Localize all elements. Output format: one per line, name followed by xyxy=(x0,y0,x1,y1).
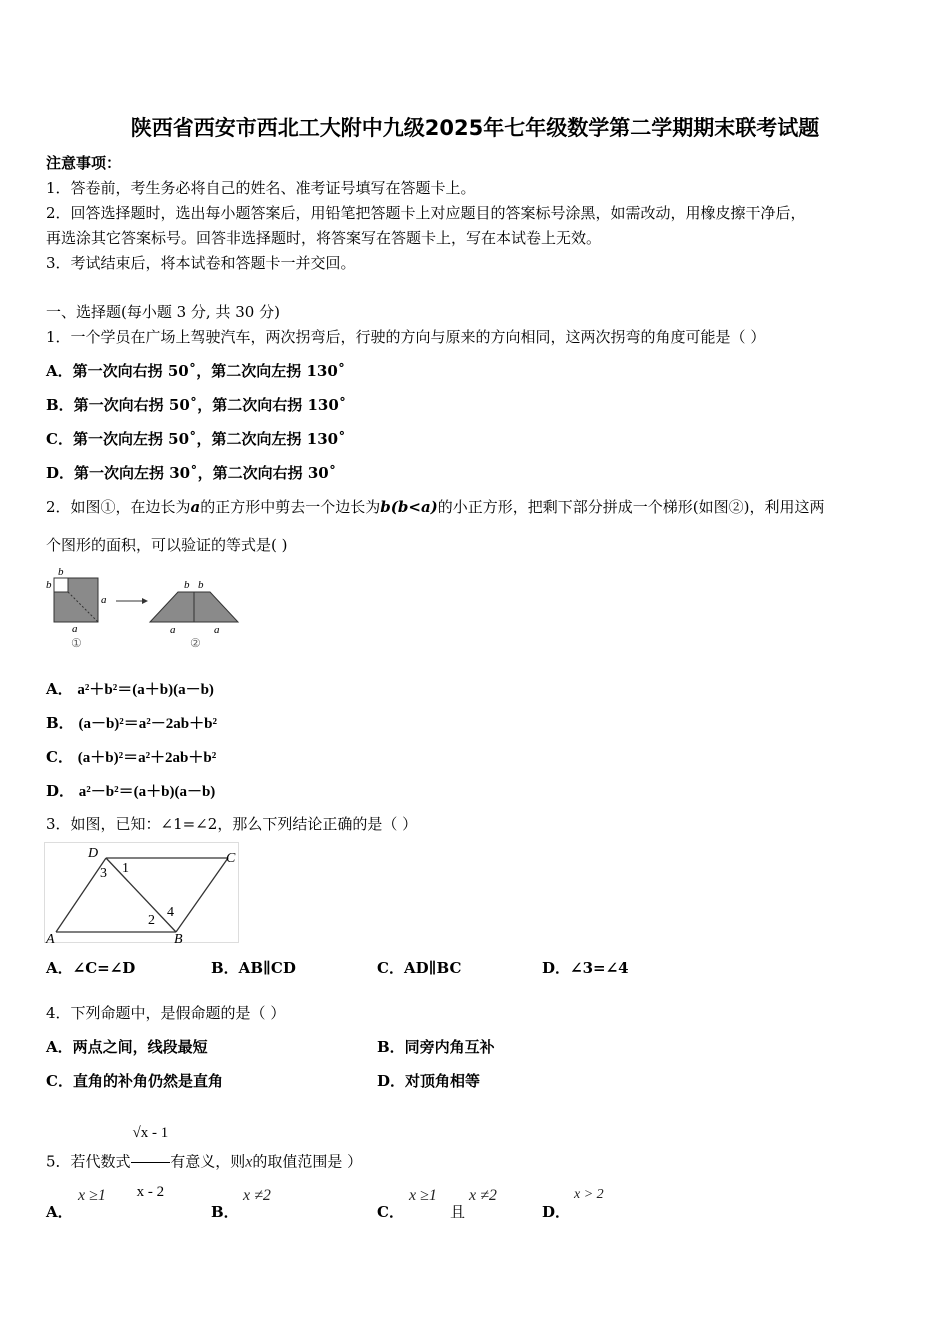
section-heading: 一、选择题(每小题 3 分, 共 30 分) xyxy=(46,303,280,321)
q5-option-c-and: 且 xyxy=(450,1203,466,1221)
fig1-a-bottom: a xyxy=(72,623,78,635)
fig1-b-left: b xyxy=(46,579,52,591)
page-title: 陕西省西安市西北工大附中九级2025年七年级数学第二学期期末联考试题 xyxy=(130,116,820,140)
fig1-a-right: a xyxy=(101,594,107,606)
q4-option-d[interactable]: D．对顶角相等 xyxy=(377,1072,481,1090)
q3-angle-4: 4 xyxy=(167,905,174,920)
notice-heading: 注意事项： xyxy=(46,154,122,172)
q3-angle-3: 3 xyxy=(100,866,107,881)
q4-option-c[interactable]: C．直角的补角仍然是直角 xyxy=(46,1072,223,1090)
q3-label-c: C xyxy=(226,851,236,866)
fig2-b-right: b xyxy=(198,579,204,591)
q3-option-c[interactable]: C．AD∥BC xyxy=(377,959,462,977)
fig2-a-right: a xyxy=(214,624,220,636)
q4-option-a[interactable]: A．两点之间，线段最短 xyxy=(46,1038,208,1056)
q3-label-a: A xyxy=(46,932,55,944)
q5-option-d-label[interactable]: D． xyxy=(542,1203,571,1221)
notice-item-1: 1．答卷前，考生务必将自己的姓名、准考证号填写在答题卡上。 xyxy=(46,179,476,197)
q5-option-b[interactable]: x ≠2 xyxy=(243,1187,271,1204)
q3-angle-1: 1 xyxy=(122,861,129,876)
q2-option-c[interactable]: C． (a＋b)²＝a²＋2ab＋b² xyxy=(46,748,217,766)
q3-option-b[interactable]: B．AB∥CD xyxy=(211,959,296,977)
q5-option-d[interactable]: x > 2 xyxy=(574,1187,604,1202)
q5-option-c-part1[interactable]: x ≥1 xyxy=(409,1187,437,1204)
q3-label-b: B xyxy=(174,932,183,944)
q1-option-b[interactable]: B．第一次向右拐 50˚，第二次向右拐 130˚ xyxy=(46,396,347,414)
q3-option-a[interactable]: A．∠C=∠D xyxy=(46,959,136,977)
q4-option-b[interactable]: B．同旁内角互补 xyxy=(377,1038,495,1056)
q1-option-d[interactable]: D．第一次向左拐 30˚，第二次向右拐 30˚ xyxy=(46,464,337,482)
q3-angle-2: 2 xyxy=(148,913,155,928)
q5-option-a-label[interactable]: A． xyxy=(46,1203,73,1221)
q1-option-c[interactable]: C．第一次向左拐 50˚，第二次向左拐 130˚ xyxy=(46,430,346,448)
fig2-a-left: a xyxy=(170,624,176,636)
q5-stem: 5．若代数式 $\frac{√x - 1}{x - 2}$ 有意义，则x的取值范围是 ） xyxy=(46,1104,362,1221)
q2-figure xyxy=(44,565,244,653)
q1-stem: 1．一个学员在广场上驾驶汽车，两次拐弯后，行驶的方向与原来的方向相同，这两次拐弯的角度可能是（ ） xyxy=(46,328,766,346)
q5-option-b-label[interactable]: B． xyxy=(211,1203,239,1221)
q3-label-d: D xyxy=(88,846,99,861)
fig1-caption: ① xyxy=(71,636,82,650)
fig2-caption: ② xyxy=(190,636,201,650)
fig2-b-left: b xyxy=(184,579,190,591)
q4-stem: 4．下列命题中，是假命题的是（ ） xyxy=(46,1004,286,1022)
q2-option-a[interactable]: A． a²＋b²＝(a＋b)(a－b) xyxy=(46,680,214,698)
q2-stem-line1: 2．如图①，在边长为a的正方形中剪去一个边长为b(b<a)的小正方形，把剩下部分拼成一个梯形(如图②)，利用这两 xyxy=(46,498,825,516)
q2-stem-line2: 个图形的面积，可以验证的等式是( ) xyxy=(46,536,288,554)
q5-option-c-label[interactable]: C． xyxy=(377,1203,404,1221)
q1-option-a[interactable]: A．第一次向右拐 50˚，第二次向左拐 130˚ xyxy=(46,362,346,380)
q3-figure xyxy=(44,842,240,944)
q3-option-d[interactable]: D．∠3=∠4 xyxy=(542,959,629,977)
notice-item-2b: 再选涂其它答案标号。回答非选择题时，将答案写在答题卡上，写在本试卷上无效。 xyxy=(46,229,602,247)
q5-option-a[interactable]: x ≥1 xyxy=(78,1187,106,1204)
notice-item-3: 3．考试结束后，将本试卷和答题卡一并交回。 xyxy=(46,254,356,272)
q5-fraction: $\frac{√x - 1}{x - 2}$ xyxy=(131,1104,171,1221)
notice-item-2a: 2．回答选择题时，选出每小题答案后，用铅笔把答题卡上对应题目的答案标号涂黑，如需改动，用橡皮擦干净后， xyxy=(46,204,806,222)
q2-option-d[interactable]: D． a²－b²＝(a＋b)(a－b) xyxy=(46,782,216,800)
q3-stem: 3．如图，已知：∠1=∠2，那么下列结论正确的是（ ） xyxy=(46,815,418,833)
q2-option-b[interactable]: B． (a－b)²＝a²－2ab＋b² xyxy=(46,714,217,732)
fig1-b-top: b xyxy=(58,566,64,578)
q5-option-c-part2[interactable]: x ≠2 xyxy=(469,1187,497,1204)
